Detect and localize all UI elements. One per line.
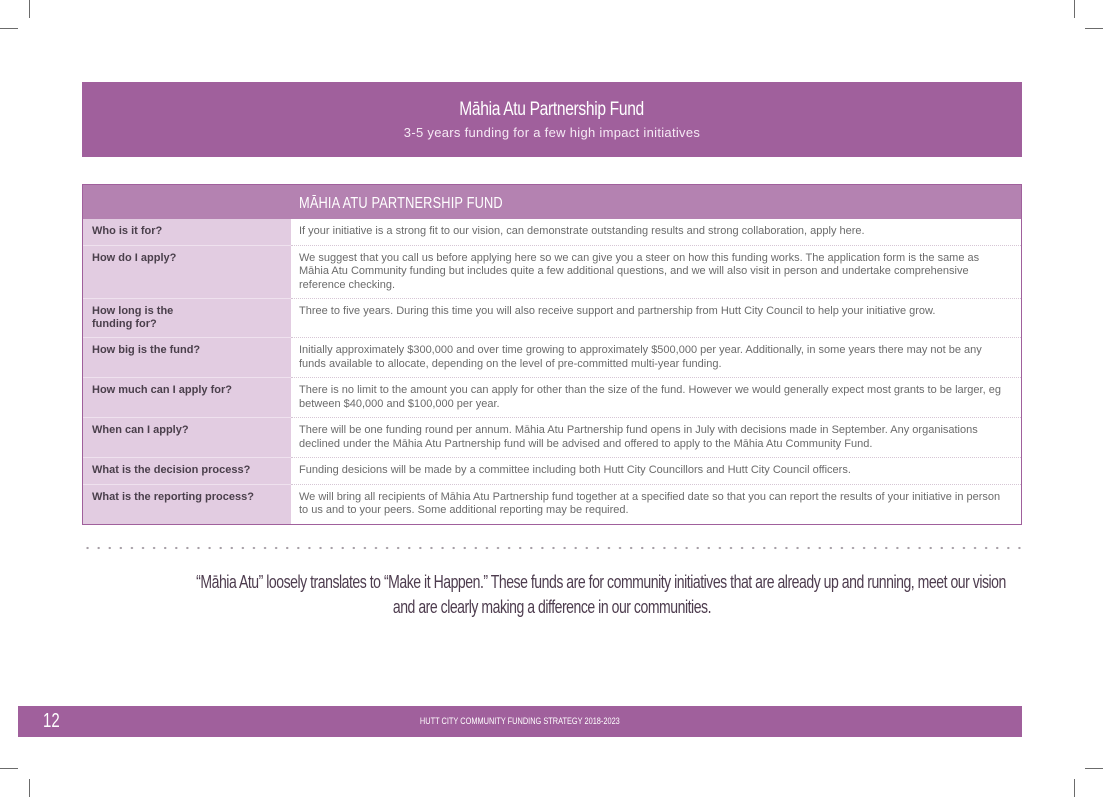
table-title-text: MĀHIA ATU PARTNERSHIP FUND — [299, 195, 503, 212]
crop-mark — [29, 779, 30, 797]
row-answer: Initially approximately $300,000 and over time growing to approximately $500,000 per year. Additionally, in some years there may not be any funds available to allocate, depending on the level of pre-committed multi-year funding. — [291, 338, 1021, 378]
row-answer: There is no limit to the amount you can apply for other than the size of the fund. However we would generally expect most grants to be larger, eg between $40,000 and $100,000 per year. — [291, 378, 1021, 418]
crop-mark — [1085, 768, 1103, 769]
crop-mark — [1085, 28, 1103, 29]
table-row — [83, 458, 1021, 485]
table-row — [83, 418, 1021, 458]
row-question: What is the reporting process? — [83, 485, 291, 524]
row-question: Who is it for? — [83, 219, 291, 246]
pull-quote — [82, 570, 1022, 620]
quote-line-1: “Māhia Atu” loosely translates to “Make it Happen.” These funds are for community initiatives that are already up and running, meet our vision — [196, 572, 1006, 592]
table-header — [83, 185, 1021, 219]
dotted-divider — [82, 546, 1022, 550]
page-subtitle: 3-5 years funding for a few high impact initiatives — [403, 125, 701, 140]
row-answer: There will be one funding round per annum. Māhia Atu Partnership fund opens in July with decisions made in September. Any organisations declined under the Māhia Atu Partnership fund will be advised and offered to apply to the Māhia Atu Community Fund. — [291, 418, 1021, 458]
crop-mark — [0, 28, 18, 29]
row-question: When can I apply? — [83, 418, 291, 458]
row-answer: We suggest that you call us before applying here so we can give you a steer on how this funding works. The application form is the same as Māhia Atu Community funding but includes quite a few additional questions, and we will also visit in person and undertake comprehensive reference checking. — [291, 246, 1021, 300]
row-answer: We will bring all recipients of Māhia Atu Partnership fund together at a specified date so that you can report the results of your initiative in person to us and to your peers. Some additional reporting may be required. — [291, 485, 1021, 524]
crop-mark — [1074, 779, 1075, 797]
page-title: Māhia Atu Partnership Fund — [459, 99, 645, 120]
footer-text — [18, 716, 1022, 726]
header-banner — [82, 82, 1022, 157]
crop-mark — [0, 768, 18, 769]
table-row — [83, 338, 1021, 378]
row-question: How long is the funding for? — [83, 299, 291, 338]
table-row — [83, 246, 1021, 300]
fund-table — [82, 184, 1022, 525]
table-row — [83, 485, 1021, 524]
table-row — [83, 219, 1021, 246]
table-row — [83, 299, 1021, 338]
row-question: What is the decision process? — [83, 458, 291, 485]
row-question: How big is the fund? — [83, 338, 291, 378]
quote-line-2: and are clearly making a difference in our communities. — [392, 597, 712, 617]
page-number: 12 — [43, 710, 60, 732]
row-answer: Three to five years. During this time you will also receive support and partnership from Hutt City Council to help your initiative grow. — [291, 299, 1021, 338]
table-header-blank — [83, 185, 291, 219]
row-question: How do I apply? — [83, 246, 291, 300]
crop-mark — [29, 0, 30, 18]
row-answer: If your initiative is a strong fit to our vision, can demonstrate outstanding results and strong collaboration, apply here. — [291, 219, 1021, 246]
footer-text-label: HUTT CITY COMMUNITY FUNDING STRATEGY 2018-2023 — [420, 716, 620, 726]
table-title — [291, 185, 1021, 219]
table-row — [83, 378, 1021, 418]
crop-mark — [1074, 0, 1075, 18]
row-answer: Funding desicions will be made by a committee including both Hutt City Councillors and Hutt City Council officers. — [291, 458, 1021, 485]
row-question: How much can I apply for? — [83, 378, 291, 418]
footer-bar — [18, 706, 1022, 737]
